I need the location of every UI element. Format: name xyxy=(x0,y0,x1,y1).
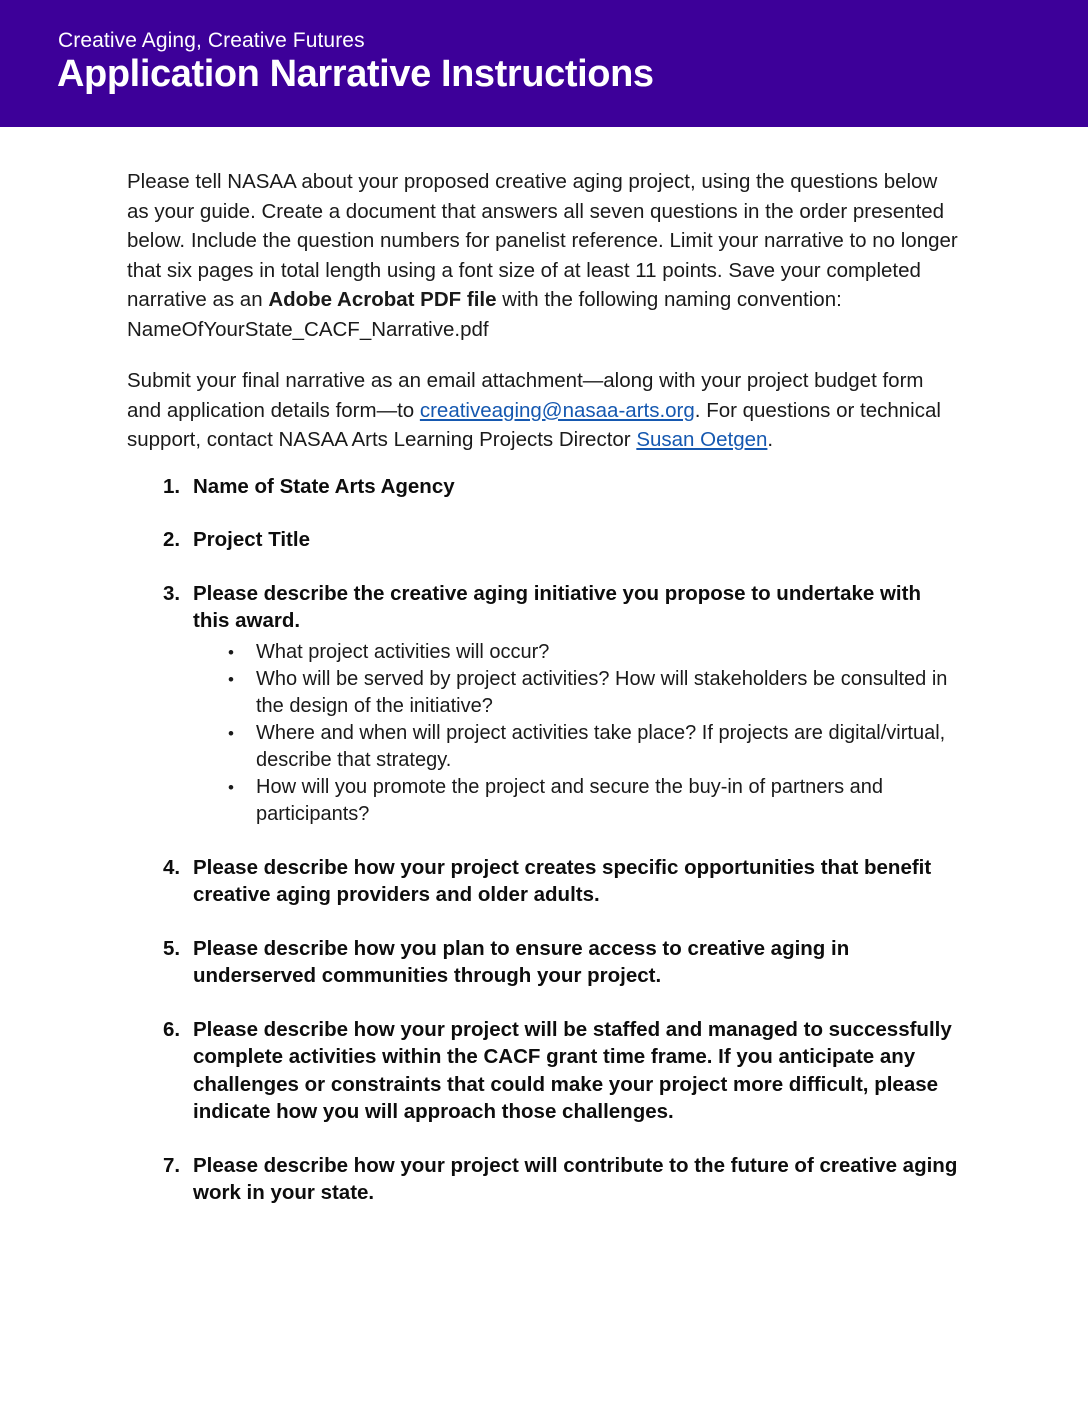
question-item-3 xyxy=(127,580,960,828)
document-content xyxy=(0,127,1088,1207)
submission-paragraph-text-1: Submit your final narrative as an email attachment—along with your project budget form and application details form—to xyxy=(127,369,924,422)
header-subtitle: Creative Aging, Creative Futures xyxy=(58,29,365,52)
bullet-text-3: Where and when will project activities take place? If projects are digital/virtual, describe that strategy. xyxy=(256,721,946,771)
list-item xyxy=(193,639,960,666)
question-text-5: Please describe how you plan to ensure access to creative aging in underserved communities through your project. xyxy=(193,936,850,987)
header-title: Application Narrative Instructions xyxy=(57,53,654,95)
question-number-3: 3. xyxy=(163,581,181,605)
question-item-2 xyxy=(127,526,960,554)
list-item xyxy=(193,774,960,828)
list-item xyxy=(193,666,960,720)
contact-link-susan-oetgen[interactable]: Susan Oetgen xyxy=(636,428,768,451)
question-number-5: 5. xyxy=(163,936,181,960)
question-item-1 xyxy=(127,473,960,501)
question-text-2: Project Title xyxy=(193,528,310,551)
bullet-text-4: How will you promote the project and secure the buy-in of partners and participants? xyxy=(256,775,884,825)
question-number-4: 4. xyxy=(163,855,181,879)
question-item-5 xyxy=(127,935,960,990)
bullet-text-2: Who will be served by project activities? How will stakeholders be consulted in the design of the initiative? xyxy=(256,667,948,717)
submission-paragraph-text-3: . xyxy=(767,428,774,451)
question-text-6: Please describe how your project will be staffed and managed to successfully complete activities within the CACF grant time frame. If you anticipate any challenges or constraints that could make your project more difficult, please indicate how you will approach those challenges. xyxy=(193,1017,952,1123)
question-text-3: Please describe the creative aging initiative you propose to undertake with this award. xyxy=(193,581,921,632)
intro-paragraph xyxy=(127,167,960,344)
question-3-bullet-list xyxy=(193,639,960,828)
question-number-2: 2. xyxy=(163,528,181,551)
bullet-icon: • xyxy=(228,723,234,743)
submission-paragraph-text-2: . For questions or technical support, contact NASAA Arts Learning Projects Director xyxy=(127,398,941,451)
intro-paragraph-text-2: with the following naming convention: NameOfYourState_CACF_Narrative.pdf xyxy=(127,288,842,341)
questions-list xyxy=(127,473,960,1207)
question-text-7: Please describe how your project will contribute to the future of creative aging work in your state. xyxy=(193,1153,958,1204)
bullet-text-1: What project activities will occur? xyxy=(256,640,550,663)
question-number-1: 1. xyxy=(163,474,181,498)
question-item-7 xyxy=(127,1152,960,1207)
document-header-banner xyxy=(0,0,1088,127)
bullet-icon: • xyxy=(228,642,234,662)
submission-paragraph xyxy=(127,366,960,455)
question-item-4 xyxy=(127,854,960,909)
intro-paragraph-text-1: Please tell NASAA about your proposed creative aging project, using the questions below as your guide. Create a document that answers all seven questions in the order presented below. Include the question numbers for panelist reference. Limit your narrative to no longer that six pages in total length using a font size of at least 11 points. Save your completed narrative as an xyxy=(127,170,958,311)
list-item xyxy=(193,720,960,774)
bullet-icon: • xyxy=(228,777,234,797)
intro-paragraph-bold-pdf-file: Adobe Acrobat PDF file xyxy=(268,288,497,311)
question-number-7: 7. xyxy=(163,1153,181,1177)
email-link-creativeaging[interactable]: creativeaging@nasaa-arts.org xyxy=(419,398,695,422)
bullet-icon: • xyxy=(228,669,234,689)
document-page xyxy=(0,127,1088,1207)
question-number-6: 6. xyxy=(163,1017,181,1041)
question-text-1: Name of State Arts Agency xyxy=(193,474,455,498)
question-item-6 xyxy=(127,1016,960,1126)
question-text-4: Please describe how your project creates specific opportunities that benefit creative aging providers and older adults. xyxy=(193,855,932,906)
